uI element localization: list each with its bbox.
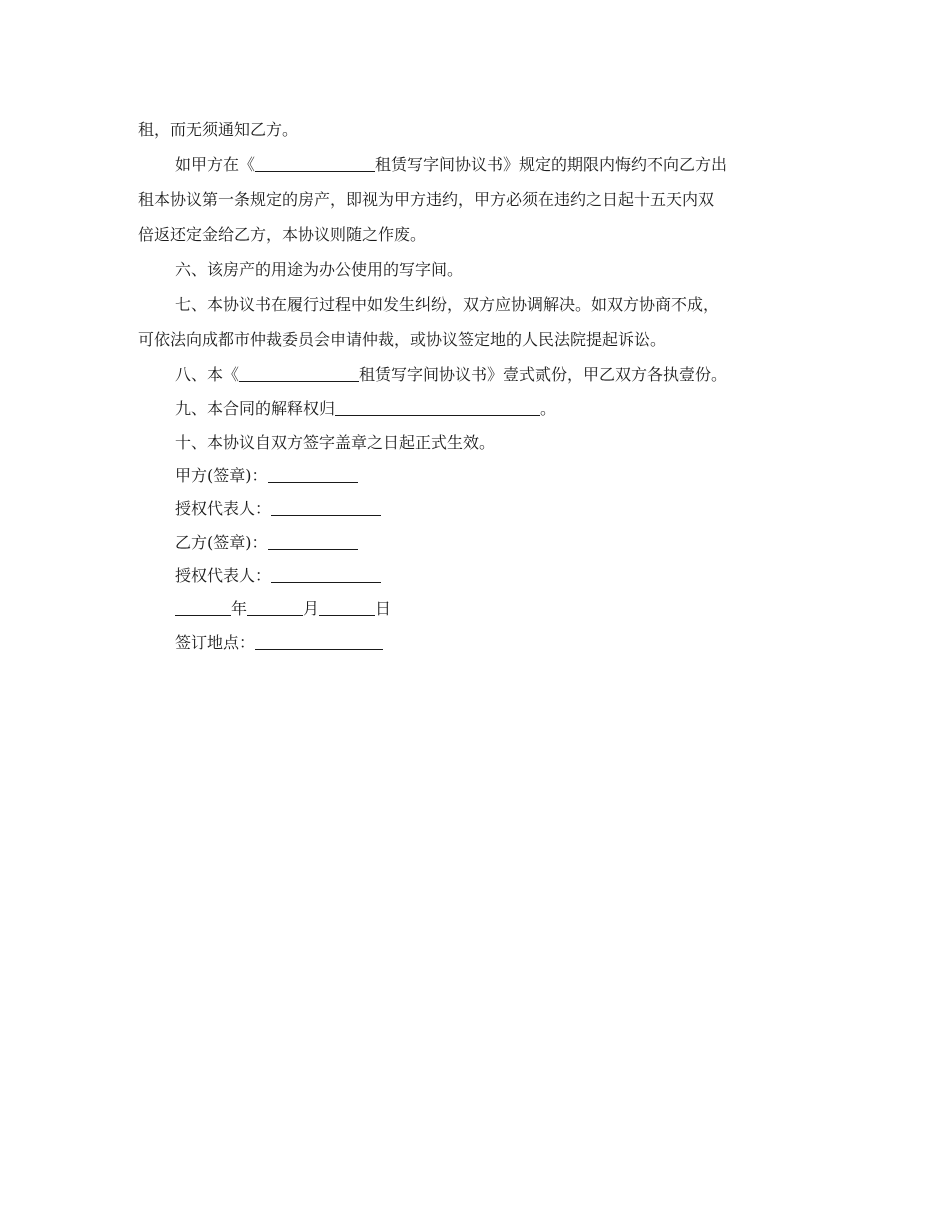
blank-fill-line <box>255 157 375 172</box>
signature-line <box>175 566 381 586</box>
blank-fill-line <box>335 401 540 416</box>
text-segment: 日 <box>375 599 392 618</box>
blank-fill-line <box>255 635 383 650</box>
blank-fill-line <box>271 501 381 516</box>
text-segment: 租，而无须通知乙方。 <box>138 120 299 139</box>
signature-line <box>175 633 383 653</box>
blank-fill-line <box>268 535 358 550</box>
signature-line <box>175 466 358 486</box>
text-segment: 十、本协议自双方签字盖章之日起正式生效。 <box>175 433 496 452</box>
text-line <box>138 190 714 210</box>
text-line <box>175 155 727 175</box>
text-line <box>138 225 426 245</box>
text-segment: 可依法向成都市仲裁委员会申请仲裁，或协议签定地的人民法院提起诉讼。 <box>138 330 667 349</box>
text-segment: 如甲方在《 <box>175 155 256 174</box>
text-segment: 九、本合同的解释权归 <box>175 399 336 418</box>
blank-fill-line <box>175 601 231 616</box>
text-line <box>175 295 719 315</box>
text-segment: 八、本《 <box>175 365 240 384</box>
text-line <box>175 260 463 280</box>
text-line <box>175 433 495 453</box>
text-line <box>138 330 666 350</box>
text-segment: 。 <box>540 399 557 418</box>
text-segment: 七、本协议书在履行过程中如发生纠纷，双方应协调解决。如双方协商不成， <box>175 295 720 314</box>
signature-line <box>175 533 358 553</box>
text-line <box>138 120 298 140</box>
signature-line <box>175 499 381 519</box>
text-segment: 年 <box>231 599 248 618</box>
blank-fill-line <box>319 601 375 616</box>
blank-fill-line <box>268 468 358 483</box>
text-segment: 租赁写字间协议书》壹式贰份，甲乙双方各执壹份。 <box>359 365 728 384</box>
blank-fill-line <box>239 367 359 382</box>
blank-fill-line <box>247 601 303 616</box>
text-segment: 月 <box>303 599 320 618</box>
text-line <box>175 365 727 385</box>
text-line <box>175 399 556 419</box>
text-segment: 租赁写字间协议书》规定的期限内悔约不向乙方出 <box>375 155 728 174</box>
text-segment: 租本协议第一条规定的房产，即视为甲方违约，甲方必须在违约之日起十五天内双 <box>138 190 715 209</box>
blank-fill-line <box>271 568 381 583</box>
text-segment: 甲方(签章)： <box>175 466 268 485</box>
text-segment: 授权代表人： <box>175 499 272 518</box>
text-segment: 六、该房产的用途为办公使用的写字间。 <box>175 260 464 279</box>
text-segment: 授权代表人： <box>175 566 272 585</box>
date-line <box>175 599 391 619</box>
text-segment: 签订地点： <box>175 633 256 652</box>
text-segment: 乙方(签章)： <box>175 533 268 552</box>
text-segment: 倍返还定金给乙方，本协议则随之作废。 <box>138 225 427 244</box>
